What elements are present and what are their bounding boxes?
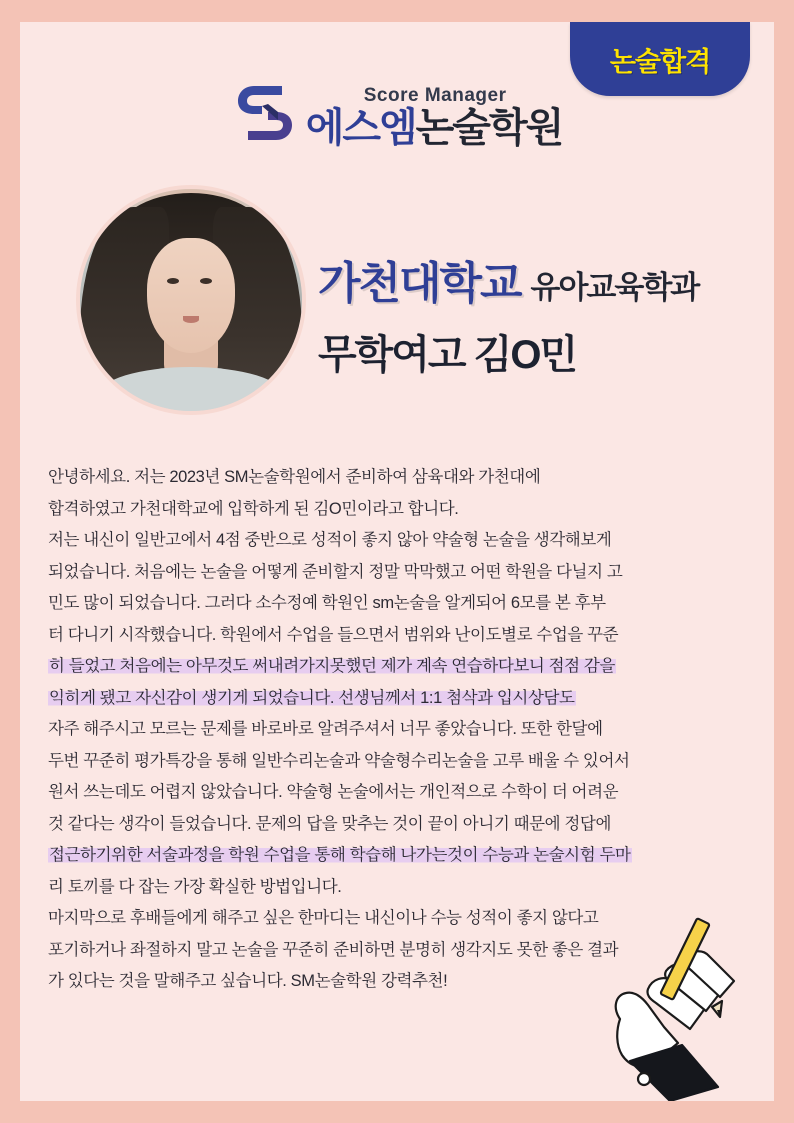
- testimonial-line: 원서 쓰는데도 어렵지 않았습니다. 약술형 논술에서는 개인적으로 수학이 더 어려운: [48, 783, 619, 801]
- testimonial-line: 합격하였고 가천대학교에 입학하게 된 김O민이라고 합니다.: [48, 499, 459, 518]
- headline-line-1: [318, 247, 748, 311]
- logo-korean-dark: 논술학원: [415, 106, 563, 150]
- testimonial-line: 포기하거나 좌절하지 말고 논술을 꾸준히 준비하면 분명히 생각지도 못한 좋은 결과: [48, 940, 619, 959]
- testimonial-line: 저는 내신이 일반고에서 4점 중반으로 성적이 좋지 않아 약술형 논술을 생각해보게: [48, 531, 612, 549]
- university-name: 가천대학교: [318, 259, 521, 308]
- student-name: 무학여고 김O민: [318, 333, 577, 377]
- testimonial-line: [48, 683, 748, 715]
- logo-text: [306, 85, 562, 148]
- testimonial-line: [48, 840, 748, 872]
- testimonial-line: 민도 많이 되었습니다. 그러다 소수정예 학원인 sm논술을 알게되어 6모를 본 후부: [48, 594, 606, 612]
- headline: [318, 247, 748, 380]
- highlighted-text: 접근하기위한 서술과정을 학원 수업을 통해 학습해 나가는것이 수능과 논술시험 두마: [49, 846, 631, 864]
- testimonial-line: 리 토끼를 다 잡는 가장 확실한 방법입니다.: [48, 877, 342, 896]
- avatar: [76, 185, 306, 415]
- avatar-mouth: [183, 316, 199, 323]
- testimonial-line: 자주 해주시고 모르는 문제를 바로바로 알려주셔서 너무 좋았습니다. 또한 한달에: [48, 720, 603, 738]
- testimonial-line: 가 있다는 것을 말해주고 싶습니다. SM논술학원 강력추천!: [48, 972, 448, 990]
- testimonial-line: 되었습니다. 처음에는 논술을 어떻게 준비할지 정말 막막했고 어떤 학원을 다닐지 고: [48, 562, 623, 581]
- academy-logo: [20, 80, 774, 148]
- avatar-eye-left: [167, 278, 179, 284]
- logo-korean: [306, 108, 562, 148]
- avatar-photo: [80, 189, 302, 411]
- major-name: 유아교육학과: [530, 270, 699, 305]
- logo-english: Score Manager: [363, 85, 507, 106]
- hand-writing-with-pen: [586, 911, 756, 1101]
- certificate-sheet: [20, 22, 774, 1101]
- highlighted-text: 히 들었고 처음에는 아무것도 써내려가지못했던 제가 계속 연습하다보니 점점 감을: [49, 657, 615, 675]
- sm-monogram-icon: [232, 80, 298, 146]
- testimonial-line: 안녕하세요. 저는 2023년 SM논술학원에서 준비하여 삼육대와 가천대에: [48, 468, 541, 486]
- hero-section: [20, 185, 774, 435]
- testimonial-line: 것 같다는 생각이 들었습니다. 문제의 답을 맞추는 것이 끝이 아니기 때문에 정답에: [48, 814, 611, 833]
- testimonial-line: [48, 651, 748, 683]
- highlighted-text: 익히게 됐고 자신감이 생기게 되었습니다. 선생님께서 1:1 첨삭과 입시상담도: [49, 688, 575, 707]
- testimonial-line: 마지막으로 후배들에게 해주고 싶은 한마디는 내신이나 수능 성적이 좋지 않다고: [48, 909, 599, 927]
- testimonial-line: 터 다니기 시작했습니다. 학원에서 수업을 들으면서 범위와 난이도별로 수업을 꾸준: [48, 625, 619, 644]
- testimonial-line: 두번 꾸준히 평가특강을 통해 일반수리논술과 약술형수리논술을 고루 배울 수 있어서: [48, 751, 630, 770]
- status-badge-label: 논술합격: [609, 46, 711, 77]
- avatar-face: [147, 238, 236, 353]
- avatar-eye-right: [200, 278, 212, 284]
- logo-korean-blue: 에스엠: [305, 106, 416, 150]
